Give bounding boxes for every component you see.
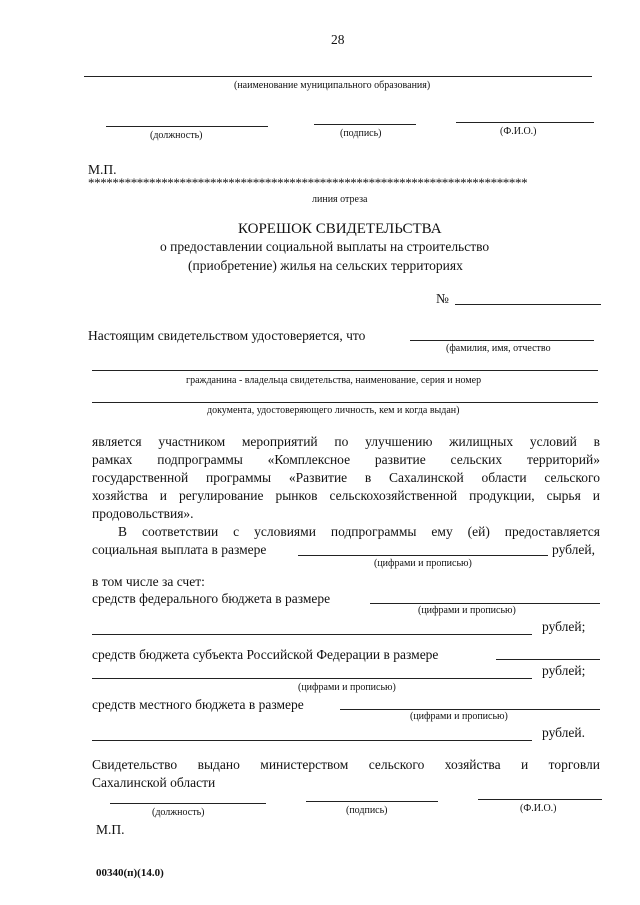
- fio-line: [456, 122, 594, 123]
- signature-line: [314, 124, 416, 125]
- fio-field-caption: (фамилия, имя, отчество: [446, 343, 551, 354]
- title-line-3: (приобретение) жилья на сельских территориях: [188, 258, 463, 273]
- fio-field-line[interactable]: [410, 340, 594, 341]
- fio-caption: (Ф.И.О.): [500, 126, 537, 137]
- stamp-place-top: М.П.: [88, 162, 117, 177]
- paragraph-1-line-1: является участником мероприятий по улучшению жилищных условий в: [92, 434, 600, 449]
- issued-position-line[interactable]: [110, 803, 266, 804]
- federal-caption: (цифрами и прописью): [418, 605, 516, 616]
- paragraph-1-line-2: рамках подпрограммы «Комплексное развитие сельских территорий»: [92, 452, 600, 467]
- paragraph-1-line-3: государственной программы «Развитие в Сахалинской области сельского: [92, 470, 600, 485]
- issued-position-caption: (должность): [152, 807, 205, 818]
- issued-fio-line[interactable]: [478, 799, 602, 800]
- subject-line[interactable]: [496, 659, 600, 660]
- owner-line[interactable]: [92, 370, 598, 371]
- signature-caption: (подпись): [340, 128, 382, 139]
- issued-signature-caption: (подпись): [346, 805, 388, 816]
- local-rub: рублей.: [542, 725, 586, 740]
- amount-caption: (цифрами и прописью): [374, 558, 472, 569]
- title-line-2: о предоставлении социальной выплаты на строительство: [160, 239, 490, 254]
- subject-line-2[interactable]: [92, 678, 532, 679]
- local-caption: (цифрами и прописью): [410, 711, 508, 722]
- paragraph-1-line-5: продовольствия».: [92, 506, 194, 521]
- federal-label: средств федерального бюджета в размере: [92, 591, 331, 606]
- paragraph-1-line-4: хозяйства и регулирование рынков сельскохозяйственной продукции, сырья и: [92, 488, 600, 503]
- number-label: №: [436, 291, 449, 306]
- stamp-place-bottom: М.П.: [96, 822, 125, 837]
- federal-line-2[interactable]: [92, 634, 532, 635]
- amount-label: социальная выплата в размере: [92, 542, 267, 557]
- amount-rub: рублей,: [552, 542, 596, 557]
- number-line[interactable]: [455, 304, 601, 305]
- including-text: в том числе за счет:: [92, 574, 205, 589]
- municipality-line: [84, 76, 592, 77]
- federal-line[interactable]: [370, 603, 600, 604]
- municipality-caption: (наименование муниципального образования): [234, 80, 431, 91]
- issued-signature-line[interactable]: [306, 801, 438, 802]
- footer-code: 00340(п)(14.0): [96, 867, 164, 879]
- title-line-1: КОРЕШОК СВИДЕТЕЛЬСТВА: [238, 221, 442, 237]
- cut-line-label: линия отреза: [312, 194, 368, 205]
- issued-line-2: Сахалинской области: [92, 775, 216, 790]
- amount-line[interactable]: [298, 555, 548, 556]
- local-line-2[interactable]: [92, 740, 532, 741]
- owner-caption: гражданина - владельца свидетельства, наименование, серия и номер: [186, 375, 482, 386]
- local-line[interactable]: [340, 709, 600, 710]
- subject-rub: рублей;: [542, 663, 586, 678]
- issued-fio-caption: (Ф.И.О.): [520, 803, 557, 814]
- document-caption: документа, удостоверяющего личность, кем и когда выдан): [207, 405, 460, 416]
- certify-text: Настоящим свидетельством удостоверяется, что: [88, 328, 366, 343]
- position-line: [106, 126, 268, 127]
- subject-label: средств бюджета субъекта Российской Федерации в размере: [92, 647, 439, 662]
- cut-line-stars: ************************************************************************: [88, 175, 528, 190]
- federal-rub: рублей;: [542, 619, 586, 634]
- position-caption: (должность): [150, 130, 203, 141]
- paragraph-2-line-1: В соответствии с условиями подпрограммы ему (ей) предоставляется: [118, 524, 600, 539]
- page-number: 28: [331, 32, 345, 47]
- issued-line-1: Свидетельство выдано министерством сельского хозяйства и торговли: [92, 757, 600, 772]
- document-line[interactable]: [92, 402, 598, 403]
- local-label: средств местного бюджета в размере: [92, 697, 304, 712]
- subject-caption: (цифрами и прописью): [298, 682, 396, 693]
